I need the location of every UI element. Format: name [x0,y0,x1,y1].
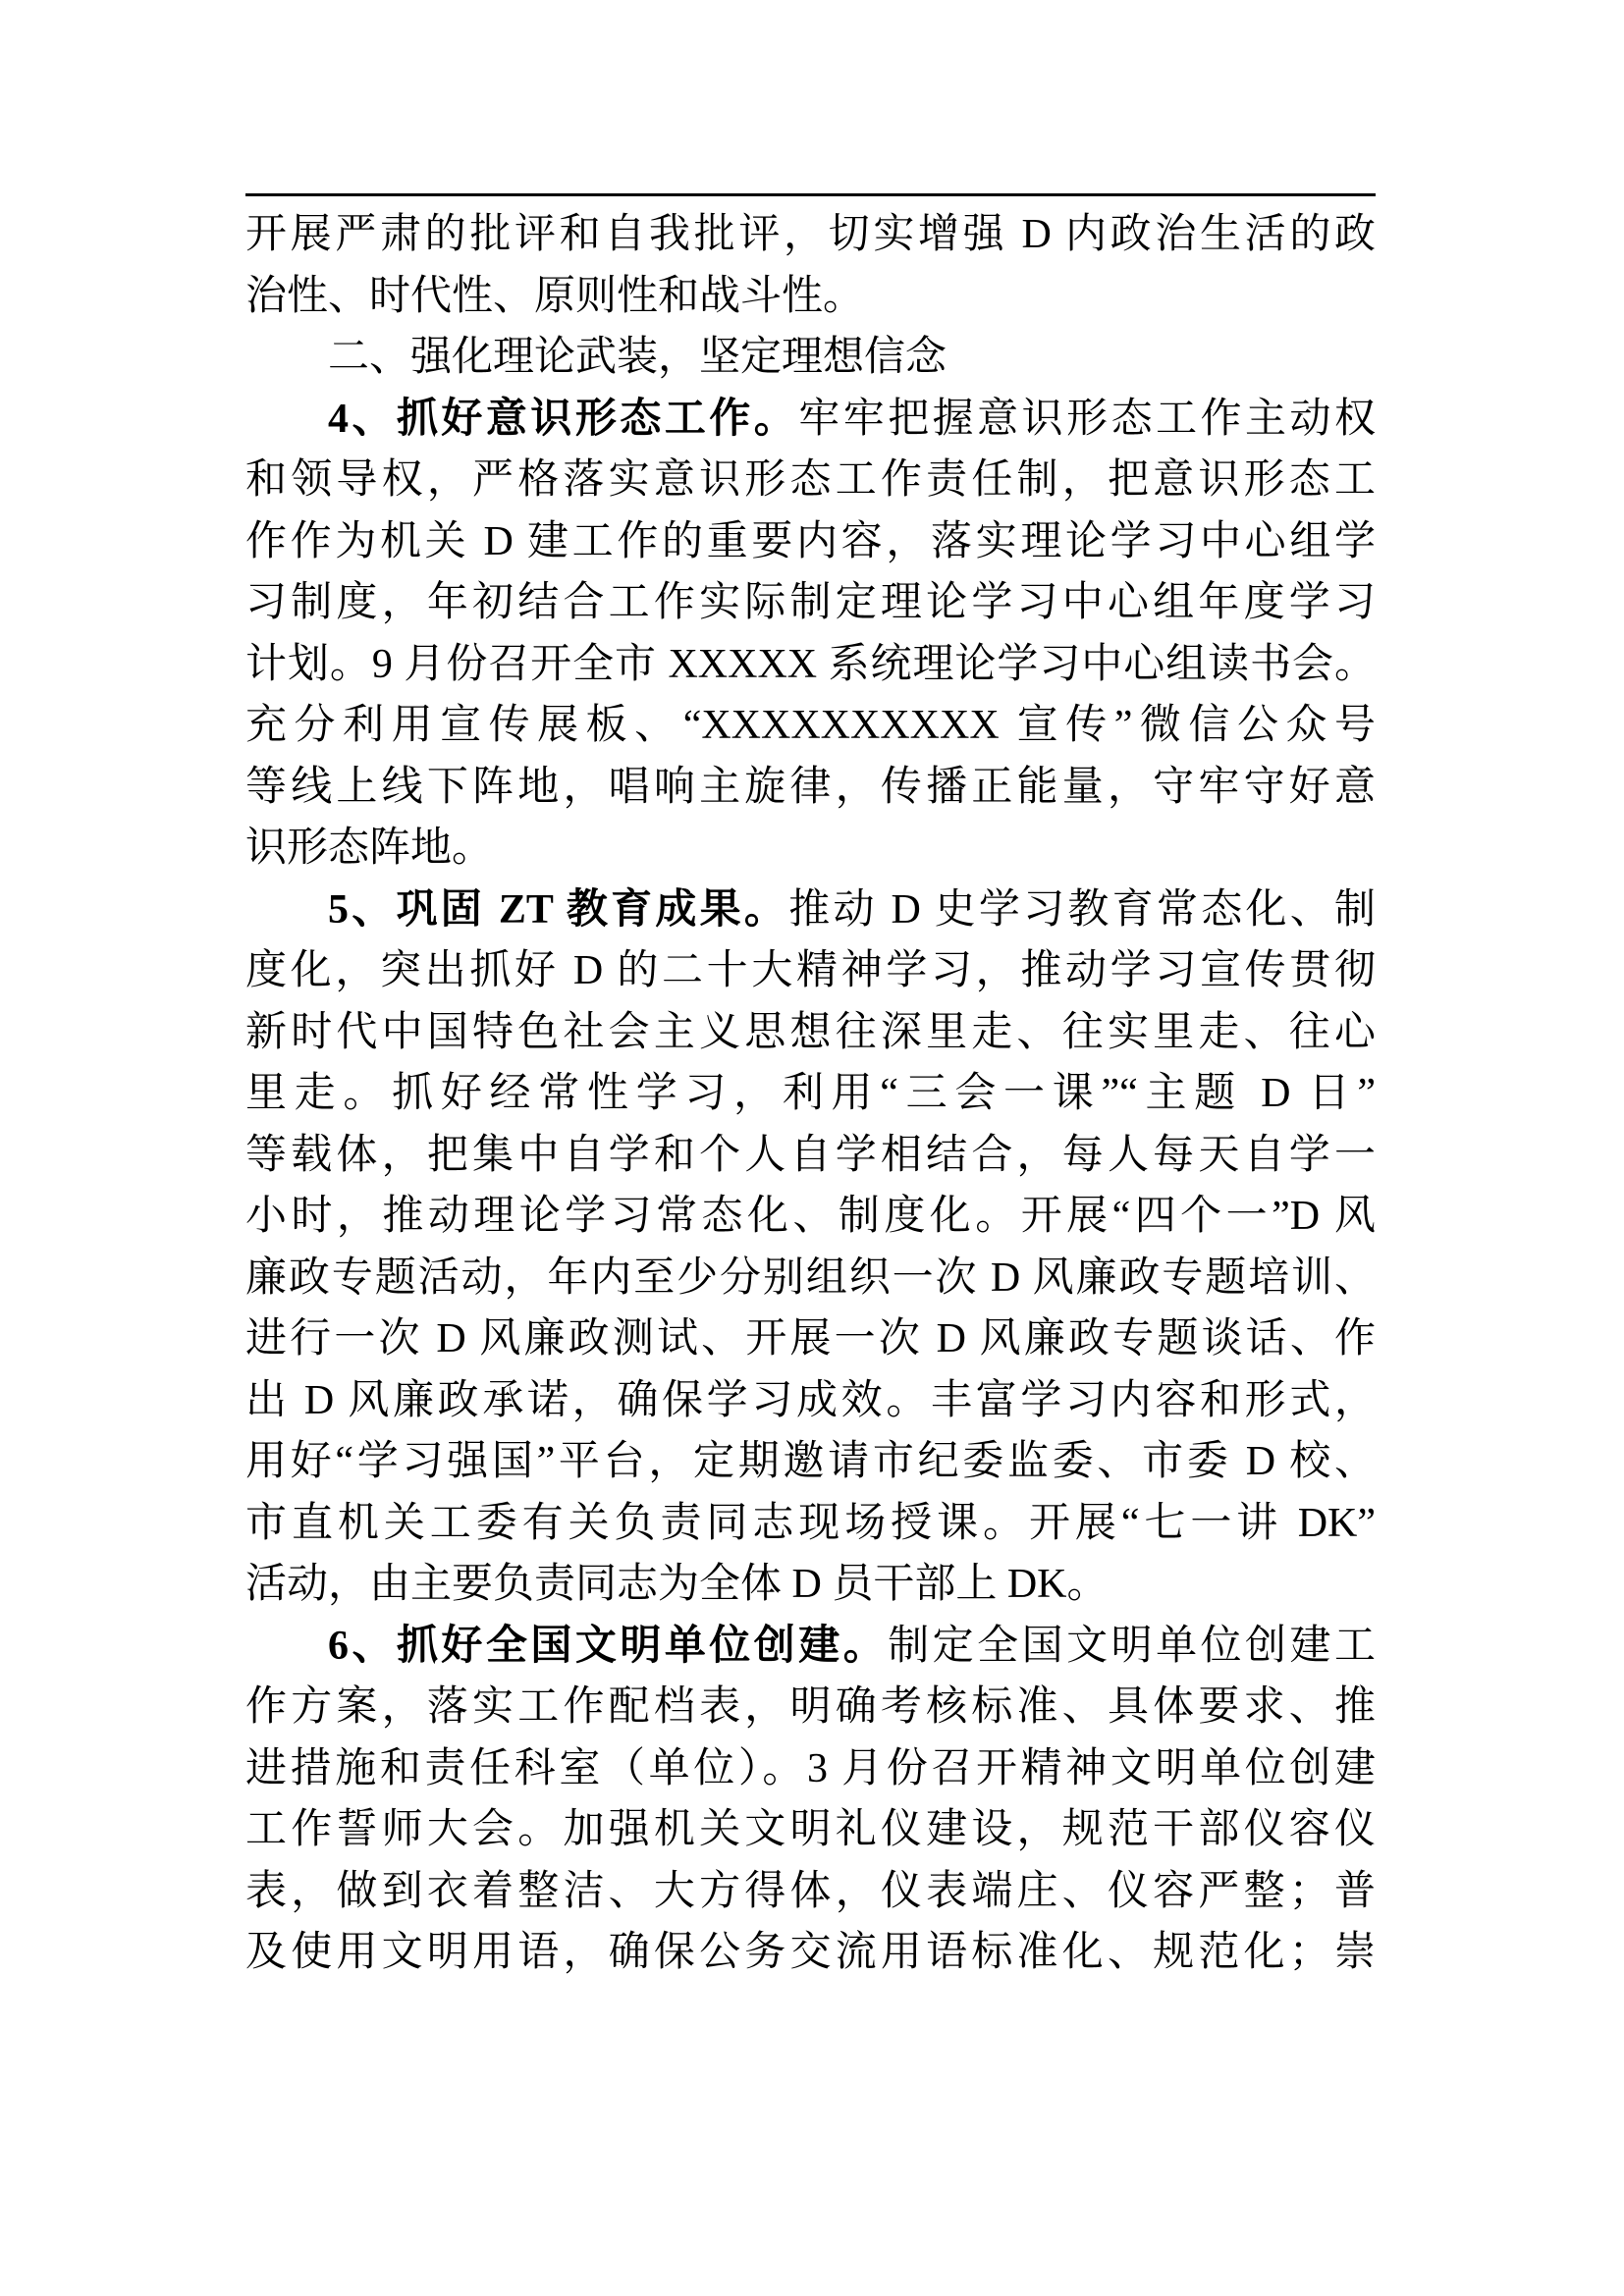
text-run: 和领导权，严格落实意识形态工作责任制，把意识形态工 [245,457,1376,503]
header-rule [245,193,1376,196]
text-run: 二、强化理论武装，坚定理想信念 [328,335,947,380]
text-line [245,511,1376,573]
text-line [245,818,1376,880]
text-run: 进措施和责任科室（单位）。3 月份召开精神文明单位创建 [245,1745,1376,1791]
text-line [245,389,1376,451]
text-line [245,695,1376,757]
text-run: 度化，突出抓好 D 的二十大精神学习，推动学习宣传贯彻 [245,948,1376,993]
text-line [245,1493,1376,1555]
text-line [245,266,1376,328]
text-run: 推动 D 史学习教育常态化、制 [788,886,1376,933]
text-line [245,572,1376,634]
text-line [245,1248,1376,1309]
text-run: 活动，由主要负责同志为全体 D 员干部上 DK。 [245,1562,1109,1607]
text-run: 计划。9 月份召开全市 XXXXX 系统理论学习中心组读书会。 [245,641,1376,687]
text-line [245,880,1376,941]
text-line [245,1616,1376,1678]
text-run: 新时代中国特色社会主义思想往深里走、往实里走、往心 [245,1009,1376,1055]
bold-run: 4、抓好意识形态工作。 [328,396,799,442]
text-run: 治性、时代性、原则性和战斗性。 [245,273,865,319]
text-line [245,1738,1376,1800]
paragraph [245,880,1376,1616]
text-line [245,757,1376,819]
bold-run: 5、巩固 ZT 教育成果。 [328,886,789,933]
text-run: 出 D 风廉政承诺，确保学习成效。丰富学习内容和形式， [245,1377,1376,1423]
text-line [245,1308,1376,1370]
text-run: 用好“学习强国”平台，定期邀请市纪委监委、市委 D 校、 [245,1439,1376,1484]
text-run: 工作誓师大会。加强机关文明礼仪建设，规范干部仪容仪 [245,1807,1376,1852]
text-run: 小时，推动理论学习常态化、制度化。开展“四个一”D 风 [245,1194,1376,1239]
text-line [245,1186,1376,1248]
text-line [245,1861,1376,1923]
text-line [245,1370,1376,1432]
document-body [245,204,1376,1984]
text-line [245,634,1376,696]
text-line [245,1554,1376,1616]
text-line [245,327,1376,389]
text-run: 市直机关工委有关负责同志现场授课。开展“七一讲 DK” [245,1500,1376,1546]
text-run: 开展严肃的批评和自我批评，切实增强 D 内政治生活的政 [245,212,1376,257]
text-line [245,1125,1376,1187]
text-run: 廉政专题活动，年内至少分别组织一次 D 风廉政专题培训、 [245,1255,1376,1301]
text-line [245,1431,1376,1493]
text-run: 进行一次 D 风廉政测试、开展一次 D 风廉政专题谈话、作 [245,1316,1376,1362]
paragraph [245,204,1376,327]
text-line [245,1002,1376,1064]
text-line [245,450,1376,511]
text-run: 等载体，把集中自学和个人自学相结合，每人每天自学一 [245,1132,1376,1178]
text-run: 作作为机关 D 建工作的重要内容，落实理论学习中心组学 [245,518,1376,564]
text-run: 制定全国文明单位创建工 [888,1623,1376,1669]
bold-run: 6、抓好全国文明单位创建。 [328,1623,889,1669]
text-line [245,1677,1376,1738]
paragraph [245,389,1376,880]
paragraph [245,327,1376,389]
text-line [245,204,1376,266]
text-line [245,940,1376,1002]
text-line [245,1922,1376,1984]
text-run: 充分利用宣传展板、“XXXXXXXXXX 宣传”微信公众号 [245,703,1376,748]
text-run: 识形态阵地。 [245,826,494,871]
text-line [245,1063,1376,1125]
paragraph [245,1616,1376,1984]
text-run: 牢牢把握意识形态工作主动权 [798,396,1376,442]
text-run: 作方案，落实工作配档表，明确考核标准、具体要求、推 [245,1684,1376,1730]
text-run: 及使用文明用语，确保公务交流用语标准化、规范化；崇 [245,1930,1376,1975]
text-line [245,1799,1376,1861]
text-run: 表，做到衣着整洁、大方得体，仪表端庄、仪容严整；普 [245,1868,1376,1914]
text-run: 习制度，年初结合工作实际制定理论学习中心组年度学习 [245,580,1376,625]
text-run: 等线上线下阵地，唱响主旋律，传播正能量，守牢守好意 [245,764,1376,810]
text-run: 里走。抓好经常性学习，利用“三会一课”“主题 D 日” [245,1071,1376,1116]
